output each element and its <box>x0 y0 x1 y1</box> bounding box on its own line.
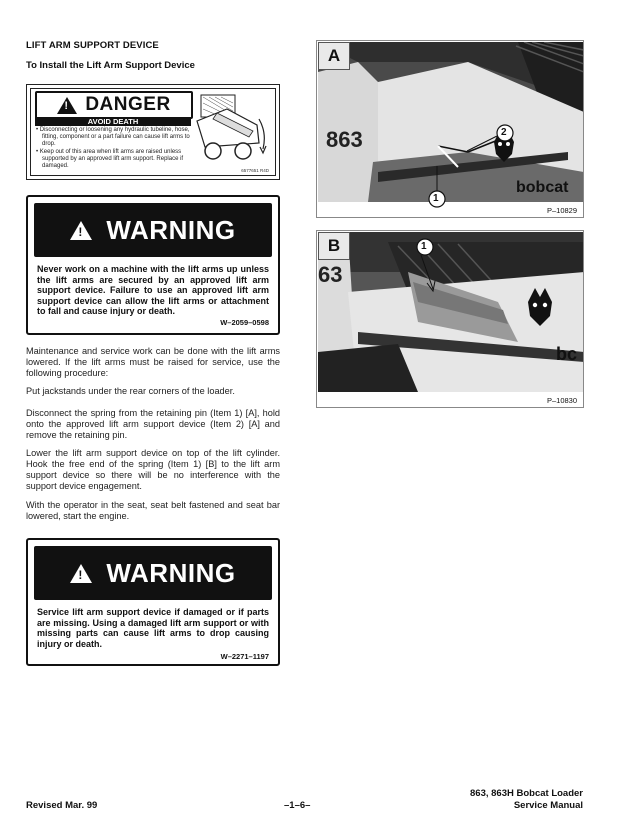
section-title: LIFT ARM SUPPORT DEVICE <box>26 40 159 51</box>
danger-item: • Keep out of this area when lift arms are raised unless supported by an approved lift arm support. Replace if damaged. <box>36 148 184 170</box>
callout-1: 1 <box>433 193 439 204</box>
warning-text: Service lift arm support device if damaged or if parts are missing. Using a damaged lift arm support or with missing parts can cause lift arms to drop causing injury or death. <box>37 607 269 649</box>
paragraph: Put jackstands under the rear corners of the loader. <box>26 386 235 396</box>
figure-a-callouts <box>317 41 583 217</box>
warning-code: W–2271–1197 <box>220 652 269 661</box>
svg-text:bobcat: bobcat <box>516 179 569 196</box>
figure-code: P–10830 <box>546 396 577 405</box>
warning-code: W–2059–0598 <box>220 318 269 327</box>
danger-items <box>36 127 190 170</box>
figure-a <box>316 40 584 218</box>
svg-text:bc: bc <box>556 344 578 364</box>
svg-text:63: 63 <box>318 262 343 287</box>
figure-label: A <box>318 42 350 70</box>
warning-triangle-icon <box>70 564 92 583</box>
callout-2: 2 <box>501 127 507 138</box>
section-subtitle: To Install the Lift Arm Support Device <box>26 60 195 71</box>
figure-b <box>316 230 584 408</box>
danger-heading: ! DANGER <box>35 91 193 119</box>
warning-box-2 <box>26 538 280 666</box>
paragraph: Maintenance and service work can be done with the lift arms lowered. If the lift arms must be raised for service, use the following procedure: <box>26 346 280 378</box>
warning-triangle-icon <box>70 221 92 240</box>
footer-model: 863, 863H Bobcat Loader <box>470 788 583 799</box>
footer-page-number: –1–6– <box>284 800 311 811</box>
warning-text: Never work on a machine with the lift arms up unless the lift arms are secured by an approved lift arm support device. Failure to use an approved lift arm support device can allow the lift arms or attachment to fall and cause injury or death. <box>37 264 269 317</box>
danger-subheading: AVOID DEATH <box>35 117 191 126</box>
paragraph: Lower the lift arm support device on top of the lift cylinder. Hook the free end of the spring (Item 1) [B] to the lift arm support device so there will be no interference with the support device engagement. <box>26 448 280 491</box>
loader-lift-arm-illustration <box>187 91 271 167</box>
svg-text:863: 863 <box>326 127 363 152</box>
warning-heading-bar: ! WARNING <box>34 203 272 257</box>
paragraph: Disconnect the spring from the retaining pin (Item 1) [A], hold onto the approved lift arm support device (Item 2) [A] and remove the retaining pin. <box>26 408 280 440</box>
figure-label: B <box>318 232 350 260</box>
danger-item: • Disconnecting or loosening any hydraulic tubeline, hose, fitting, component or a part failure can cause lift arms to drop. <box>36 127 190 148</box>
warning-triangle-icon <box>57 97 77 114</box>
paragraph: With the operator in the seat, seat belt fastened and seat bar lowered, start the engine. <box>26 500 280 521</box>
footer-manual: Service Manual <box>513 800 583 811</box>
figure-b-callouts <box>317 231 583 407</box>
callout-1: 1 <box>421 241 427 252</box>
danger-decal-code: 6577651 R4D <box>241 168 269 173</box>
figure-code: P–10829 <box>546 206 577 215</box>
warning-box-1 <box>26 195 280 335</box>
warning-heading-bar: ! WARNING <box>34 546 272 600</box>
danger-decal <box>26 84 280 180</box>
footer-revised: Revised Mar. 99 <box>26 800 98 811</box>
